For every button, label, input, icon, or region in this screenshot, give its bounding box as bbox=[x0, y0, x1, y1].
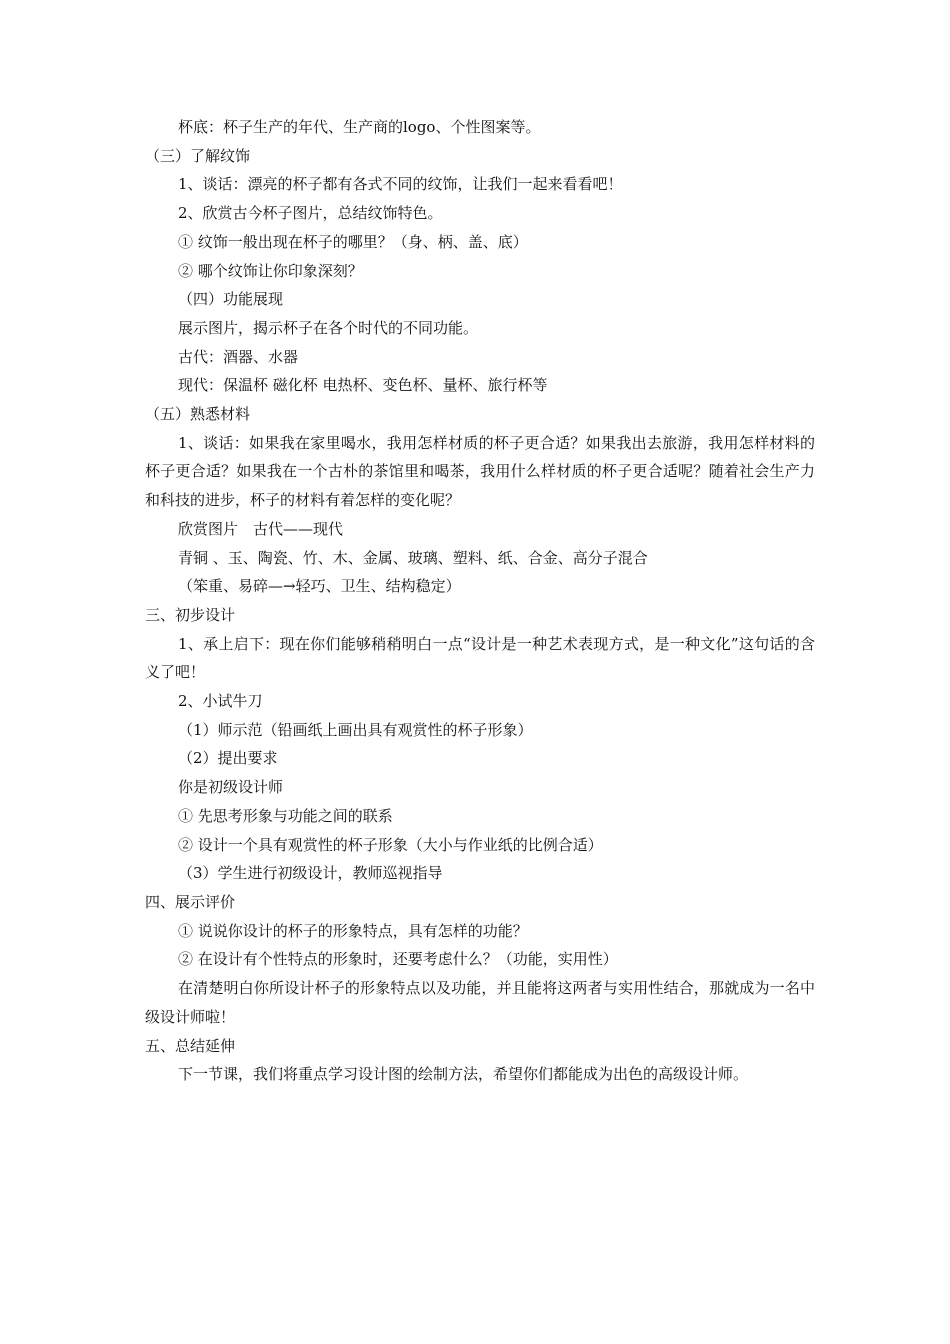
heading-decoration: （三）了解纹饰 bbox=[145, 146, 251, 165]
paragraph-material-talk: 1、谈话：如果我在家里喝水，我用怎样材质的杯子更合适？如果我出去旅游，我用怎样材料的杯子更合适？如果我在一个古朴的茶馆里和喝茶，我用什么样材质的杯子更合适呢？随着社会生产力和科技的进步，杯子的材料有着怎样的变化呢？ bbox=[145, 433, 815, 510]
list-item-decoration-2: ② 哪个纹饰让你印象深刻？ bbox=[178, 261, 363, 280]
paragraph-function-modern: 现代：保温杯 磁化杯 电热杯、变色杯、量杯、旅行杯等 bbox=[178, 376, 548, 395]
heading-evaluation: 四、展示评价 bbox=[145, 892, 236, 911]
paragraph-design-junior: 你是初级设计师 bbox=[178, 778, 284, 797]
paragraph-decoration-talk: 1、谈话：漂亮的杯子都有各式不同的纹饰，让我们一起来看看吧！ bbox=[178, 175, 623, 194]
paragraph-material-list: 青铜 、玉、陶瓷、竹、木、金属、玻璃、塑料、纸、合金、高分子混合 bbox=[178, 548, 648, 567]
heading-function: （四）功能展现 bbox=[178, 290, 284, 309]
list-item-evaluation-2: ② 在设计有个性特点的形象时，还要考虑什么？（功能，实用性） bbox=[178, 950, 618, 969]
paragraph-function-ancient: 古代：酒器、水器 bbox=[178, 347, 299, 366]
list-item-design-2: ② 设计一个具有观赏性的杯子形象（大小与作业纸的比例合适） bbox=[178, 835, 603, 854]
heading-summary: 五、总结延伸 bbox=[145, 1036, 236, 1055]
paragraph-design-try: 2、小试牛刀 bbox=[178, 692, 263, 711]
list-item-evaluation-1: ① 说说你设计的杯子的形象特点，具有怎样的功能？ bbox=[178, 921, 528, 940]
paragraph-decoration-appreciate: 2、欣赏古今杯子图片，总结纹饰特色。 bbox=[178, 204, 443, 223]
list-item-decoration-1: ① 纹饰一般出现在杯子的哪里？（身、柄、盖、底） bbox=[178, 232, 528, 251]
paragraph-design-requirements: （2）提出要求 bbox=[178, 749, 278, 768]
paragraph-design-intro: 1、承上启下：现在你们能够稍稍明白一点“设计是一种艺术表现方式，是一种文化”这句话的含义了吧！ bbox=[145, 634, 815, 682]
heading-material: （五）熟悉材料 bbox=[145, 405, 251, 424]
paragraph-evaluation-summary: 在清楚明白你所设计杯子的形象特点以及功能，并且能将这两者与实用性结合，那就成为一名中级设计师啦！ bbox=[145, 979, 815, 1026]
paragraph-design-demo: （1）师示范（铅画纸上画出具有观赏性的杯子形象） bbox=[178, 720, 533, 739]
paragraph-design-practice: （3）学生进行初级设计，教师巡视指导 bbox=[178, 864, 443, 883]
list-item-design-1: ① 先思考形象与功能之间的联系 bbox=[178, 806, 393, 825]
paragraph-summary-next: 下一节课，我们将重点学习设计图的绘制方法，希望你们都能成为出色的高级设计师。 bbox=[178, 1065, 749, 1084]
paragraph-cup-bottom: 杯底：杯子生产的年代、生产商的logo、个性图案等。 bbox=[178, 118, 541, 136]
paragraph-function-show: 展示图片，揭示杯子在各个时代的不同功能。 bbox=[178, 318, 479, 337]
heading-preliminary-design: 三、初步设计 bbox=[145, 605, 236, 624]
paragraph-material-change: （笨重、易碎—→轻巧、卫生、结构稳定） bbox=[178, 577, 461, 596]
paragraph-material-pictures: 欣赏图片 古代——现代 bbox=[178, 519, 344, 538]
document-body bbox=[145, 113, 815, 1089]
